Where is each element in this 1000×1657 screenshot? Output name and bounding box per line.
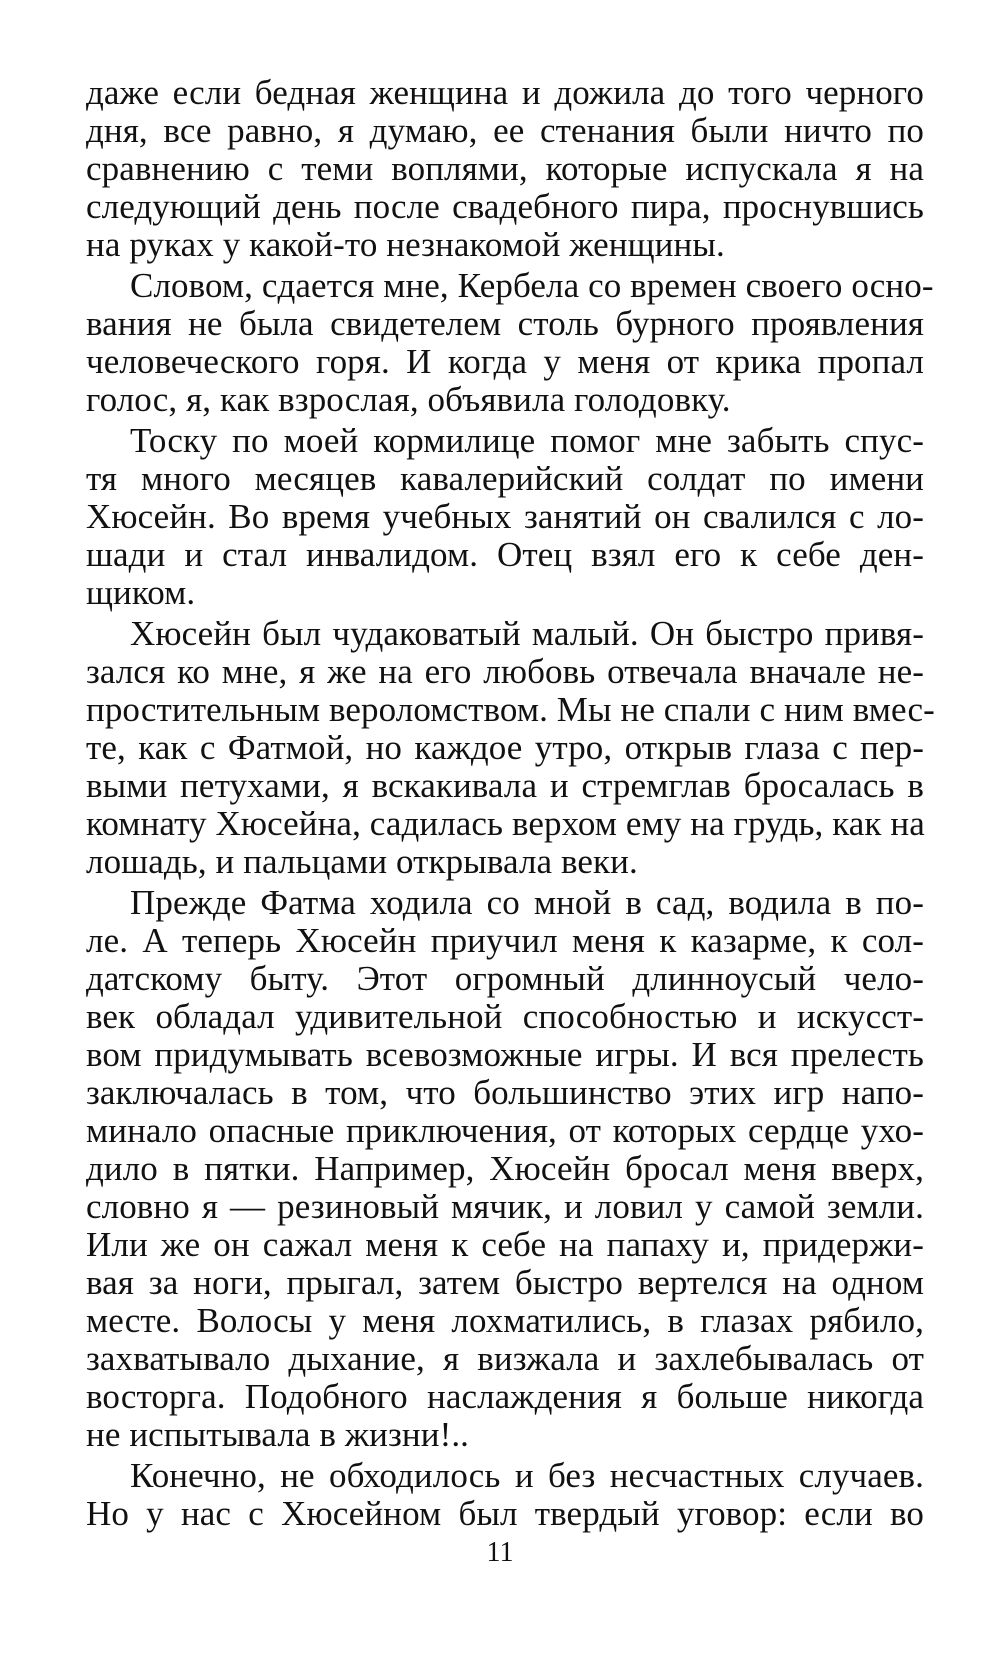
text-line: те, как с Фатмой, но каждое утро, открыв глаза с пер- [86, 728, 924, 767]
text-line: минало опасные приключения, от которых сердце ухо- [86, 1111, 924, 1150]
text-line: месте. Волосы у меня лохматились, в глазах рябило, [86, 1301, 924, 1340]
paragraph-4 [86, 614, 935, 881]
text-line: Прежде Фатма ходила со мной в сад, водила в по- [130, 883, 924, 922]
text-line: дня, все равно, я думаю, ее стенания были ничто по [86, 111, 924, 150]
text-line: дило в пятки. Например, Хюсейн бросал меня вверх, [86, 1149, 924, 1188]
text-line: на руках у какой-то незнакомой женщины. [86, 225, 725, 264]
text-line: шади и стал инвалидом. Отец взял его к себе ден- [86, 535, 924, 574]
book-page-text [86, 73, 935, 1536]
text-line: зался ко мне, я же на его любовь отвечала вначале не- [86, 652, 924, 691]
paragraph-3 [86, 422, 924, 612]
text-line: заключалась в том, что большинство этих игр напо- [86, 1073, 924, 1112]
text-line: восторга. Подобного наслаждения я больше никогда [86, 1377, 924, 1416]
text-line: следующий день после свадебного пира, проснувшись [86, 187, 924, 226]
page-number: 11 [486, 1537, 514, 1568]
text-line: Хюсейн. Во время учебных занятий он свалился с ло- [86, 497, 924, 536]
text-line: Словом, сдается мне, Кербела со времен своего осно- [130, 266, 934, 305]
text-line: щиком. [86, 573, 196, 612]
text-line: ле. А теперь Хюсейн приучил меня к казарме, к сол- [86, 921, 924, 960]
text-line: словно я — резиновый мячик, и ловил у самой земли. [86, 1187, 924, 1226]
text-line: сравнению с теми воплями, которые испускала я на [86, 149, 924, 188]
text-line: датскому быту. Этот огромный длинноусый чело- [86, 959, 924, 998]
text-line: выми петухами, я вскакивала и стремглав бросалась в [86, 766, 924, 805]
text-line: Или же он сажал меня к себе на папаху и, придержи- [86, 1225, 924, 1264]
text-line: вом придумывать всевозможные игры. И вся прелесть [86, 1035, 924, 1074]
text-line: Но у нас с Хюсейном был твердый уговор: если во [86, 1494, 924, 1533]
text-line: захватывало дыхание, я визжала и захлебывалась от [86, 1339, 924, 1378]
text-line: даже если бедная женщина и дожила до того черного [86, 73, 924, 112]
paragraph-2 [86, 266, 934, 419]
paragraph-5 [86, 884, 924, 1454]
text-line: человеческого горя. И когда у меня от крика пропал [86, 342, 924, 381]
text-line: не испытывала в жизни!.. [86, 1415, 470, 1454]
paragraph-6 [86, 1457, 924, 1533]
text-line: тя много месяцев кавалерийский солдат по имени [86, 459, 924, 498]
text-line: голос, я, как взрослая, объявила голодовку. [86, 380, 731, 419]
text-line: Тоску по моей кормилице помог мне забыть спус- [130, 421, 924, 460]
text-line: простительным вероломством. Мы не спали с ним вмес- [86, 690, 935, 729]
text-line: Хюсейн был чудаковатый малый. Он быстро привя- [130, 614, 924, 653]
text-line: вая за ноги, прыгал, затем быстро вертелся на одном [86, 1263, 924, 1302]
text-line: век обладал удивительной способностью и искусст- [86, 997, 924, 1036]
text-line: комнату Хюсейна, садилась верхом ему на грудь, как на [86, 804, 925, 843]
text-line: вания не была свидетелем столь бурного проявления [86, 304, 924, 343]
paragraph-1 [86, 74, 924, 264]
text-line: лошадь, и пальцами открывала веки. [86, 842, 638, 881]
text-line: Конечно, не обходилось и без несчастных случаев. [130, 1456, 924, 1495]
